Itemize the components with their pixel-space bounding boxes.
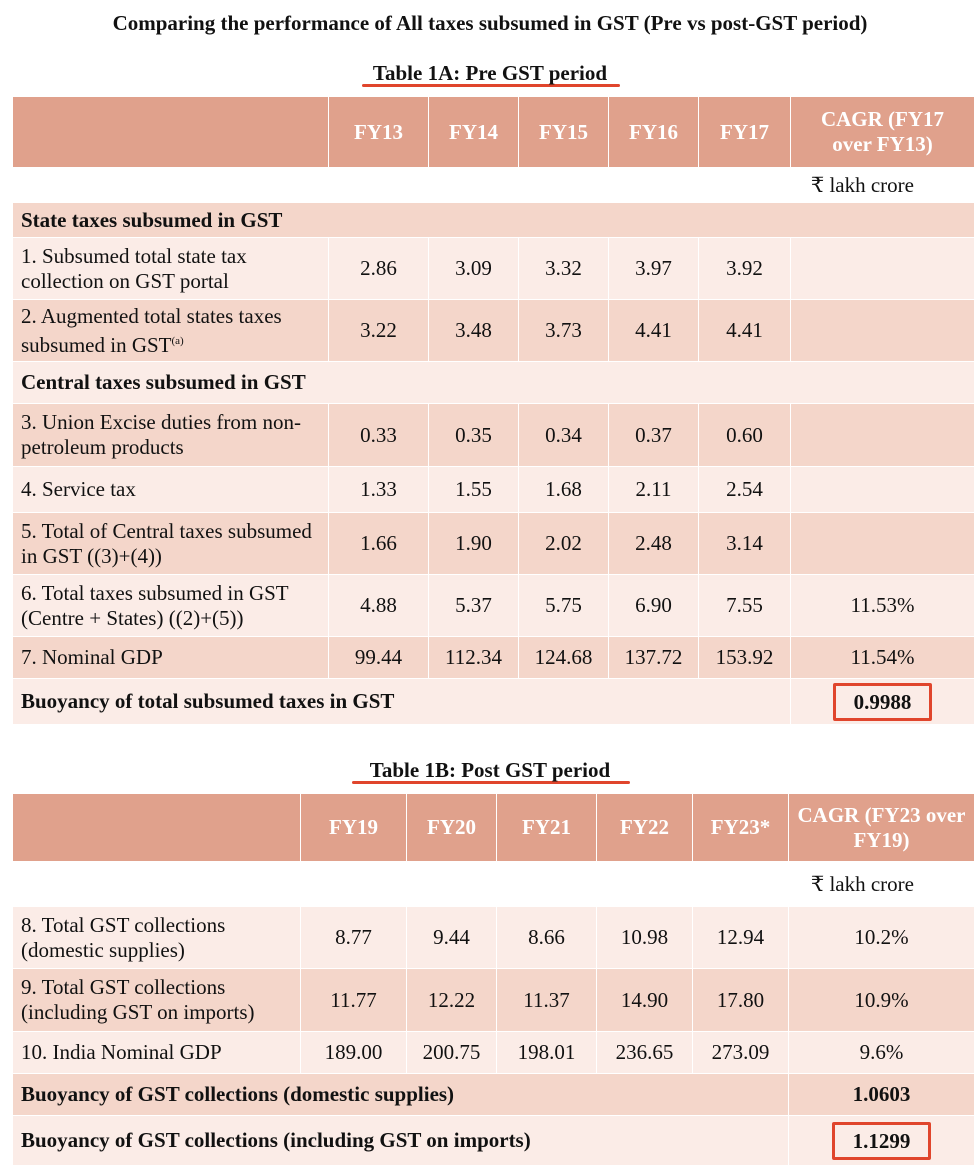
cell-value: 4.88 <box>329 575 429 637</box>
cell-value: 10.98 <box>597 907 693 969</box>
table-1a-header-blank <box>13 97 329 168</box>
table-1b-header-row <box>13 794 975 862</box>
cell-value: 200.75 <box>407 1032 497 1074</box>
cell-value: 3.09 <box>429 238 519 300</box>
cell-value: 1.68 <box>519 467 609 513</box>
cell-cagr: 11.54% <box>791 637 975 679</box>
cell-value: 4.41 <box>699 300 791 362</box>
table-1a-col-header: FY13 <box>329 97 429 168</box>
cell-value: 189.00 <box>301 1032 407 1074</box>
table-1b-buoyancy-row <box>13 1116 975 1166</box>
cell-value: 153.92 <box>699 637 791 679</box>
buoyancy-cell <box>791 679 975 725</box>
cell-cagr <box>791 238 975 300</box>
table-1b-col-header-cagr: CAGR (FY23 over FY19) <box>789 794 975 862</box>
table-1a-buoyancy-row <box>13 679 975 725</box>
table-1b-col-header: FY19 <box>301 794 407 862</box>
table-1a-section-row <box>13 362 975 404</box>
cell-value: 198.01 <box>497 1032 597 1074</box>
table-1b-col-header: FY22 <box>597 794 693 862</box>
buoyancy-domestic-value: 1.0603 <box>789 1074 975 1116</box>
cell-value: 0.33 <box>329 404 429 467</box>
cell-value: 3.73 <box>519 300 609 362</box>
table-1b-col-header: FY23* <box>693 794 789 862</box>
cell-value: 1.90 <box>429 513 519 575</box>
table-1b-col-header: FY21 <box>497 794 597 862</box>
buoyancy-value-highlight: 0.9988 <box>833 683 933 721</box>
table-row <box>13 238 975 300</box>
cell-value: 12.94 <box>693 907 789 969</box>
cell-value: 1.66 <box>329 513 429 575</box>
cell-value: 112.34 <box>429 637 519 679</box>
cell-value: 124.68 <box>519 637 609 679</box>
row-label-text: 2. Augmented total states taxes subsumed in GST <box>21 303 282 357</box>
row-label: 6. Total taxes subsumed in GST (Centre + States) ((2)+(5)) <box>13 575 329 637</box>
table-row <box>13 467 975 513</box>
table-1a-col-header: FY17 <box>699 97 791 168</box>
table-1a-caption: Table 1A: Pre GST period <box>372 61 608 85</box>
cell-value: 3.48 <box>429 300 519 362</box>
cell-value: 11.77 <box>301 969 407 1032</box>
table-1b-caption: Table 1B: Post GST period <box>369 758 611 782</box>
row-label-superscript: (a) <box>171 334 184 347</box>
buoyancy-label: Buoyancy of total subsumed taxes in GST <box>13 679 791 725</box>
row-label: 7. Nominal GDP <box>13 637 329 679</box>
table-1a-unit-row <box>13 168 975 203</box>
table-1a-unit: ₹ lakh crore <box>13 168 975 203</box>
cell-cagr <box>791 300 975 362</box>
cell-value: 99.44 <box>329 637 429 679</box>
cell-value: 236.65 <box>597 1032 693 1074</box>
cell-value: 2.54 <box>699 467 791 513</box>
row-label: 9. Total GST collections (including GST on imports) <box>13 969 301 1032</box>
table-1b-unit-row <box>13 862 975 907</box>
cell-value: 3.32 <box>519 238 609 300</box>
cell-value: 14.90 <box>597 969 693 1032</box>
cell-value: 0.60 <box>699 404 791 467</box>
table-1b-unit: ₹ lakh crore <box>13 862 975 907</box>
cell-value: 5.75 <box>519 575 609 637</box>
table-1a <box>12 96 975 725</box>
row-label <box>13 300 329 362</box>
cell-value: 273.09 <box>693 1032 789 1074</box>
cell-value: 4.41 <box>609 300 699 362</box>
table-row <box>13 1032 975 1074</box>
cell-value: 8.77 <box>301 907 407 969</box>
table-1b-buoyancy-row <box>13 1074 975 1116</box>
cell-value: 3.14 <box>699 513 791 575</box>
table-row <box>13 404 975 467</box>
cell-value: 1.55 <box>429 467 519 513</box>
row-label: 8. Total GST collections (domestic supplies) <box>13 907 301 969</box>
cell-value: 0.34 <box>519 404 609 467</box>
cell-cagr: 11.53% <box>791 575 975 637</box>
table-1a-col-header: FY14 <box>429 97 519 168</box>
cell-cagr: 10.9% <box>789 969 975 1032</box>
cell-value: 0.37 <box>609 404 699 467</box>
cell-value: 11.37 <box>497 969 597 1032</box>
cell-value: 2.86 <box>329 238 429 300</box>
cell-value: 1.33 <box>329 467 429 513</box>
table-row <box>13 907 975 969</box>
section-heading-central: Central taxes subsumed in GST <box>13 362 975 404</box>
cell-value: 6.90 <box>609 575 699 637</box>
cell-value: 0.35 <box>429 404 519 467</box>
table-1b <box>12 793 975 1166</box>
cell-value: 5.37 <box>429 575 519 637</box>
cell-value: 2.48 <box>609 513 699 575</box>
cell-value: 7.55 <box>699 575 791 637</box>
cell-cagr: 9.6% <box>789 1032 975 1074</box>
buoyancy-imports-cell <box>789 1116 975 1166</box>
table-row <box>13 513 975 575</box>
section-heading-state: State taxes subsumed in GST <box>13 203 975 238</box>
table-1a-section-row <box>13 203 975 238</box>
cell-value: 12.22 <box>407 969 497 1032</box>
table-row <box>13 575 975 637</box>
table-1b-header-blank <box>13 794 301 862</box>
table-1a-col-header: FY16 <box>609 97 699 168</box>
table-row <box>13 637 975 679</box>
table-1a-header-row <box>13 97 975 168</box>
buoyancy-imports-value-highlight: 1.1299 <box>832 1122 932 1160</box>
cell-value: 3.22 <box>329 300 429 362</box>
table-row <box>13 969 975 1032</box>
cell-value: 8.66 <box>497 907 597 969</box>
row-label: 10. India Nominal GDP <box>13 1032 301 1074</box>
table-1b-col-header: FY20 <box>407 794 497 862</box>
cell-cagr <box>791 467 975 513</box>
cell-value: 137.72 <box>609 637 699 679</box>
cell-value: 3.97 <box>609 238 699 300</box>
cell-value: 2.11 <box>609 467 699 513</box>
row-label: 4. Service tax <box>13 467 329 513</box>
cell-value: 17.80 <box>693 969 789 1032</box>
table-1a-col-header: FY15 <box>519 97 609 168</box>
row-label: 1. Subsumed total state tax collection on GST portal <box>13 238 329 300</box>
cell-cagr <box>791 404 975 467</box>
row-label: 3. Union Excise duties from non-petroleum products <box>13 404 329 467</box>
buoyancy-imports-label: Buoyancy of GST collections (including GST on imports) <box>13 1116 789 1166</box>
cell-value: 9.44 <box>407 907 497 969</box>
buoyancy-domestic-label: Buoyancy of GST collections (domestic supplies) <box>13 1074 789 1116</box>
cell-value: 2.02 <box>519 513 609 575</box>
row-label: 5. Total of Central taxes subsumed in GST ((3)+(4)) <box>13 513 329 575</box>
cell-cagr: 10.2% <box>789 907 975 969</box>
cell-cagr <box>791 513 975 575</box>
page-title: Comparing the performance of All taxes subsumed in GST (Pre vs post-GST period) <box>112 11 868 35</box>
table-1a-col-header-cagr: CAGR (FY17 over FY13) <box>791 97 975 168</box>
table-row <box>13 300 975 362</box>
cell-value: 3.92 <box>699 238 791 300</box>
